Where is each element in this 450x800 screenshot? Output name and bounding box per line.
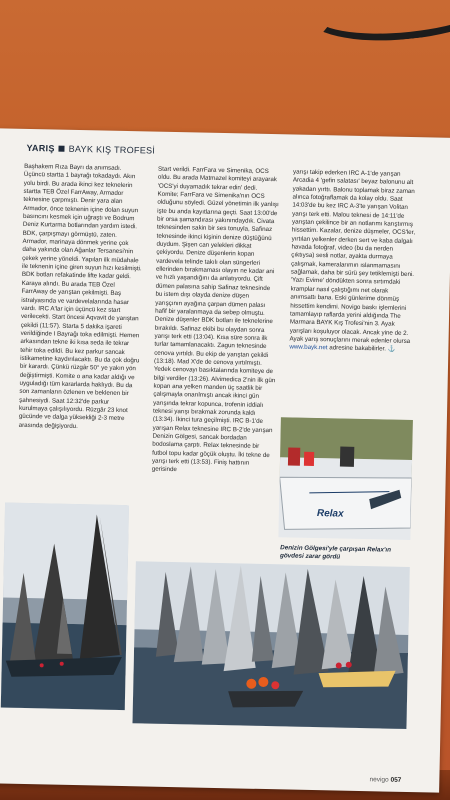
column-3-text: yarışı takip ederken IRC A-1'de yarışan Arcadia 4 'gefin salatası' beyaz balonunu alt yakadan yırttı. Balonu toplamak biraz zaman alınca fotoğraflamak da kolay oldu. Saat 14:03'de bu kez IRC A-3'te yarışan Volitan yarışı terk etti. Malou teknesi de 14:11'de yarıştan çekilince bir an notlarımı karıştırmış hissettim. Kazalar, denize düşmeler, OCS'ler, yırtılan yelkenler derken sert ve kaba dalgalı havada fotoğraf, video (bu da nerden çıktıysa) sesli notlar, ayakta durmaya çalışmak, kameralarımın ıslanmamasını sağlamak, daha bir sürü şey tetiklemişti beni. 'Yazı Evime' döndükten sonra sırtımdaki kramplar nasıl çalıştığımı net olarak anımsattı bana. Eski günlerime dönmüş hissettim kendimi. Novigo baskı işlemlerini tamamlayıp raflarda yerini aldığında The Marmara BAYK Kış Trofesi'nin 3. Ayak yarışları koşuluyor olacak. Ancak yine de 2. Ayak yarış sonuçlarını merak edenler olursa [289, 168, 416, 345]
page-number: 057 [390, 776, 402, 784]
boat-name-label: Relax [316, 508, 344, 520]
square-bullet-icon [59, 146, 65, 152]
boat-hull-illustration [278, 417, 412, 540]
article-column-2: Start verildi. FarrFara ve Simenika, OCS oldu. Bu arada Matmazel komiteyi arayarak 'OCS'yi duyamadık tekrar edin' dedi. Komite; FarrFara ve Simenika'nın OCS olduğunu söyledi. Güzel yönetimin ilk yanlışı işte bu anda kayıtlarına geçti. Saat 13:00'de bir orsa şamandırası yakınındaydık. Civata teknesinden sakin bir ses tonuyla, Safinaz teknesinde ikinci kişinin denize düştüğünü duydum. Şişen can yelekleri dikkat çekiyordu. Denize düşenlerin kopan vardevela telinde takılı olan süngerleri ellerinden bırakmaması olayın ne kadar ani ve hızlı yaşandığını da anlatıyordu. Çift dümen palasına sahip Safinaz teknesinde bu istem dışı olayda denize düşen yarışçının ayağına çarpan dümen palası hafif bir yaralanmaya da sebep olmuştu. Denize düşenler BDK botları ile teknelerine bırakıldı. Safinaz ekibi bu olaydan sonra yarışı terk etti (13:04). Kısa süre sonra ilk turlar tamamlanacaktı. Zagun teknesinde cenova yırtıldı. Bu ekip de yarıştan çekildi (13:18). Mad X'de de cenova yırtılmıştı. Yedek cenovayı basıktalarında komiteye de bilgi verdiler (13:26). Alvimedica 2'nin ilk gün kopan ana yelken manden üç saatlik bir çalışmayla onarılmıştı ancak ikinci gün yarışında tekrar kopunca, trofenin iddialı teknesi yarışı bırakmak zorunda kaldı (13:34). İkinci tura geçilmişti. IRC B-1'de yarışan Relax teknesine IRC B-2'de yarışan Denizin Gölgesi, sancak bordadan bodoslama çarptı. Relax teknesinde bir futbol topu kadar göçük oluştu. İki tekne de yarışı terk etti (13:53). Finiş hattının gerisinde [151, 165, 279, 474]
photo-caption: Denizin Gölgesi'yle çarpışan Relax'ın gövdesi zarar gördü [279, 544, 392, 561]
article-column-3 [289, 168, 417, 354]
relax-hull-photo [278, 417, 412, 540]
sailboats-illustration [1, 503, 129, 711]
website-link[interactable]: www.bayk.net [289, 343, 328, 352]
page-footer [369, 776, 401, 784]
article-column-1: Başhakem Rıza Bayrı da anımsadı. Üçüncü startta 1 bayrağı tokadaydı. Akın yolu birdi. Bu arada ikinci kez teknelerin startta TEB Özel FarrAway, Armador teknesine çarpmıştı. Denir yara alan Armador, önce teknenin içine dolan suyun basıncını kesmek için uğraştı ve Bodrum Deniz Kurtarma botlarından yardım istedi. BDK, çarpışmayı görmüştü, zaten. Armador, marinaya dönmek yerine çok daha yakında olan Ağanlar Tersanesi'nin çekek yerine yöneldi. Yapılan ilk müdahale ile teknenin içine giren suyun hızı kesilmişti. BDK botları refakatinde lifte kadar geldi. Karaya alındı. Bu arada TEB Özel FarrAway de yarıştan çekilmişti. Baş istralyasında ve vardevelalarında hasar vardı. IRC A'lar için üçüncü kez start verilecekti. Start öncesi Aqvavit de yarıştan çekildi (11:57). Starta 5 dakika işareti verildiğinde I Bayrağı toka edilmişti. Hemen arkasından tekne iki kısa seda ile tekrar tehir toka edildi. Bu kez parkur sancak istikametine kaydırılacaktı. Bu da çok doğru bir karardı. Çünkü rüzgâr 50° ye yakın yön değiştirmişti. Komite o ana kadar aldığı ve uyguladığı tüm kararlarda haklıydı. Bu da son zamanların özlenen ve beklenen bir şahnesiydi. Saat 12:32'de parkur kurulmaya çalışılıyordu. Rüzgâr 23 knot gücünde ve dalga yüksekliği 2-3 metre arasında değişiyordu. [18, 162, 142, 430]
section-label: YARIŞ [26, 142, 55, 154]
article-title: BAYK KIŞ TROFESİ [68, 143, 156, 156]
magazine-name: nevigo [369, 776, 389, 784]
magazine-page [0, 128, 450, 792]
page-header [26, 143, 155, 156]
sailing-fleet-photo [132, 561, 409, 729]
sailing-photo-left [1, 503, 129, 711]
column-3-tail: adresine bakabilirler. ⚓ [327, 344, 396, 353]
fleet-illustration [132, 561, 409, 729]
